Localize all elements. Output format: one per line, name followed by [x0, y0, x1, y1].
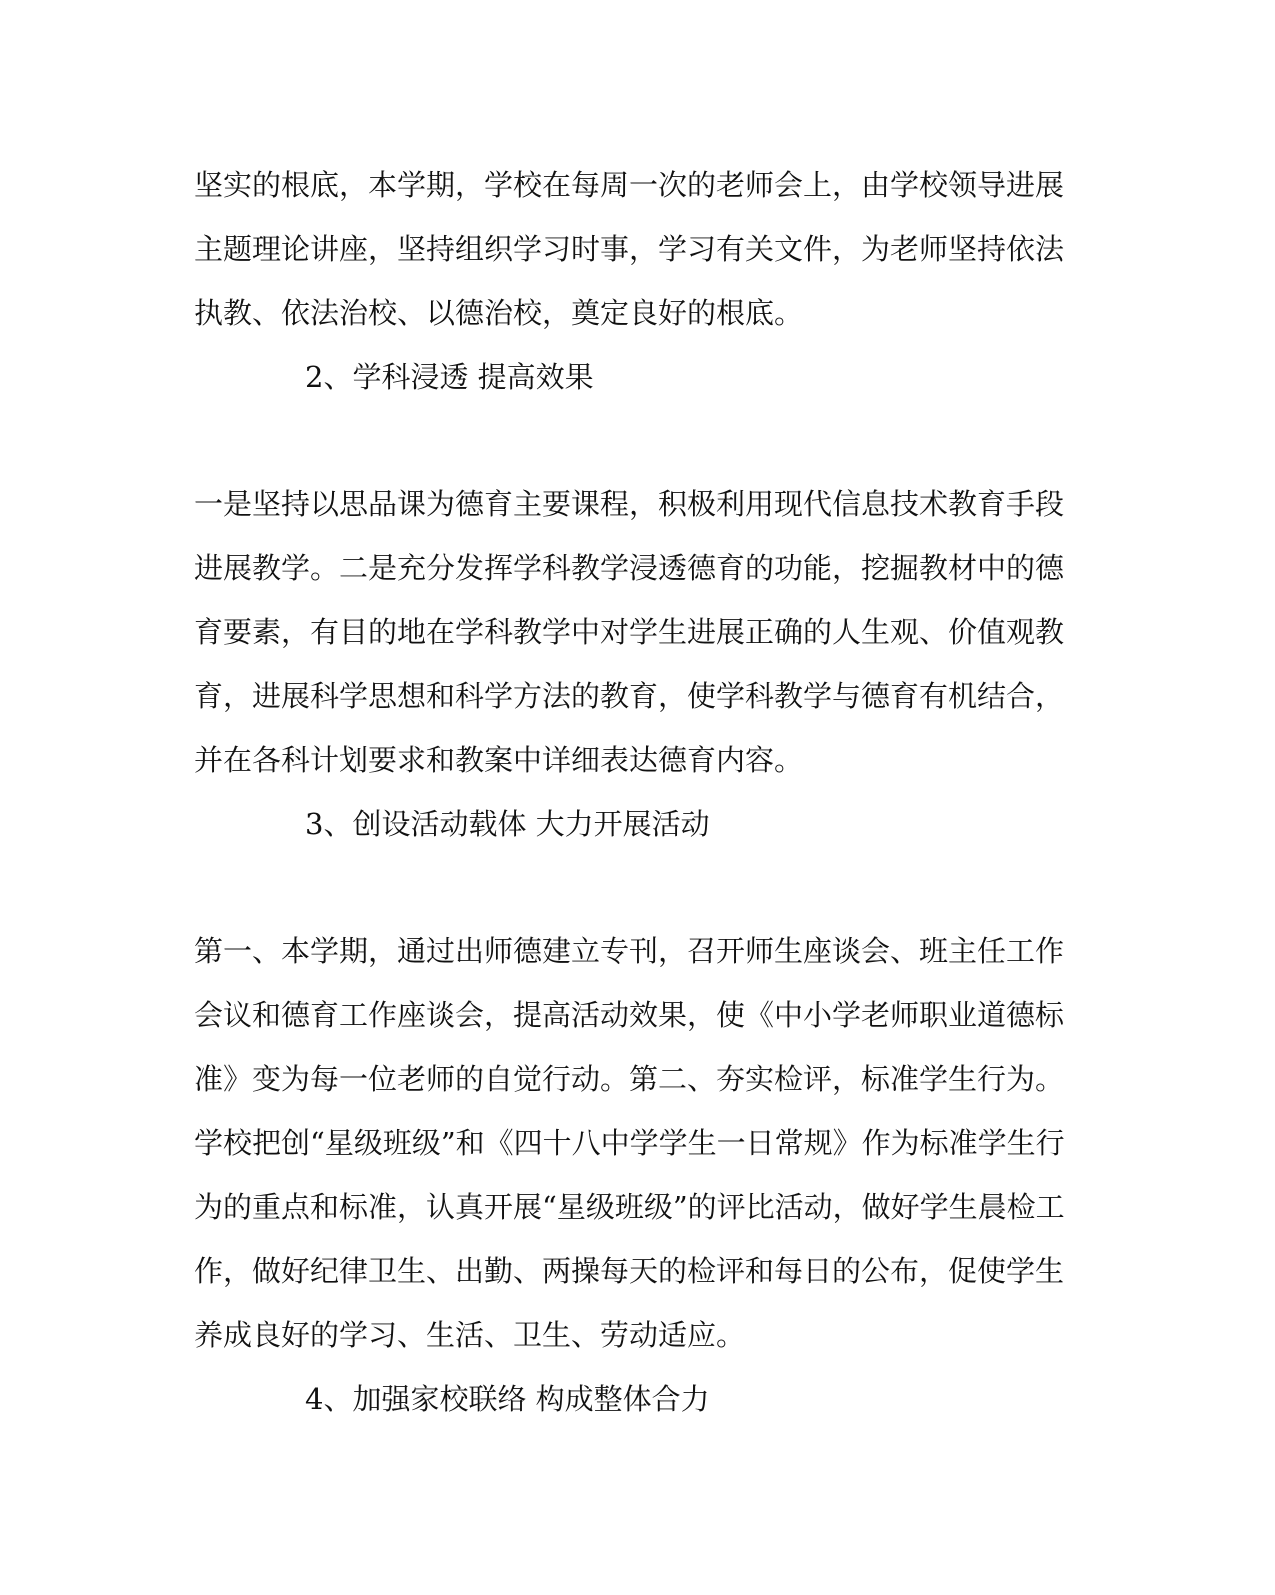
- paragraph-3-line-3: 准》变为每一位老师的自觉行动。第二、夯实检评，标准学生行为。: [194, 1062, 1065, 1096]
- paragraph-1-line-2: 主题理论讲座，坚持组织学习时事，学习有关文件，为老师坚持依法: [194, 232, 1065, 266]
- paragraph-3-line-4: 学校把创“星级班级”和《四十八中学学生一日常规》作为标准学生行: [194, 1126, 1065, 1160]
- paragraph-3-line-5: 为的重点和标准，认真开展“星级班级”的评比活动，做好学生晨检工: [194, 1190, 1065, 1224]
- paragraph-3-line-6: 作，做好纪律卫生、出勤、两操每天的检评和每日的公布，促使学生: [194, 1254, 1065, 1288]
- paragraph-1-line-1: 坚实的根底，本学期，学校在每周一次的老师会上，由学校领导进展: [194, 168, 1065, 202]
- paragraph-2-line-4: 育，进展科学思想和科学方法的教育，使学科教学与德育有机结合，: [194, 679, 1065, 713]
- paragraph-3-line-2: 会议和德育工作座谈会，提高活动效果，使《中小学老师职业道德标: [194, 998, 1065, 1032]
- paragraph-2-line-2: 进展教学。二是充分发挥学科教学浸透德育的功能，挖掘教材中的德: [194, 551, 1065, 585]
- section-heading-4: 4、加强家校联络 构成整体合力: [305, 1382, 710, 1416]
- paragraph-2-line-1: 一是坚持以思品课为德育主要课程，积极利用现代信息技术教育手段: [194, 487, 1065, 521]
- section-heading-3: 3、创设活动载体 大力开展活动: [305, 807, 710, 841]
- paragraph-1-line-3: 执教、依法治校、以德治校，奠定良好的根底。: [194, 296, 804, 330]
- paragraph-3-line-1: 第一、本学期，通过出师德建立专刊，召开师生座谈会、班主任工作: [194, 934, 1065, 968]
- section-heading-2: 2、学科浸透 提高效果: [305, 360, 594, 394]
- paragraph-2-line-5: 并在各科计划要求和教案中详细表达德育内容。: [194, 743, 804, 777]
- paragraph-3-line-7: 养成良好的学习、生活、卫生、劳动适应。: [194, 1318, 746, 1352]
- paragraph-2-line-3: 育要素，有目的地在学科教学中对学生进展正确的人生观、价值观教: [194, 615, 1065, 649]
